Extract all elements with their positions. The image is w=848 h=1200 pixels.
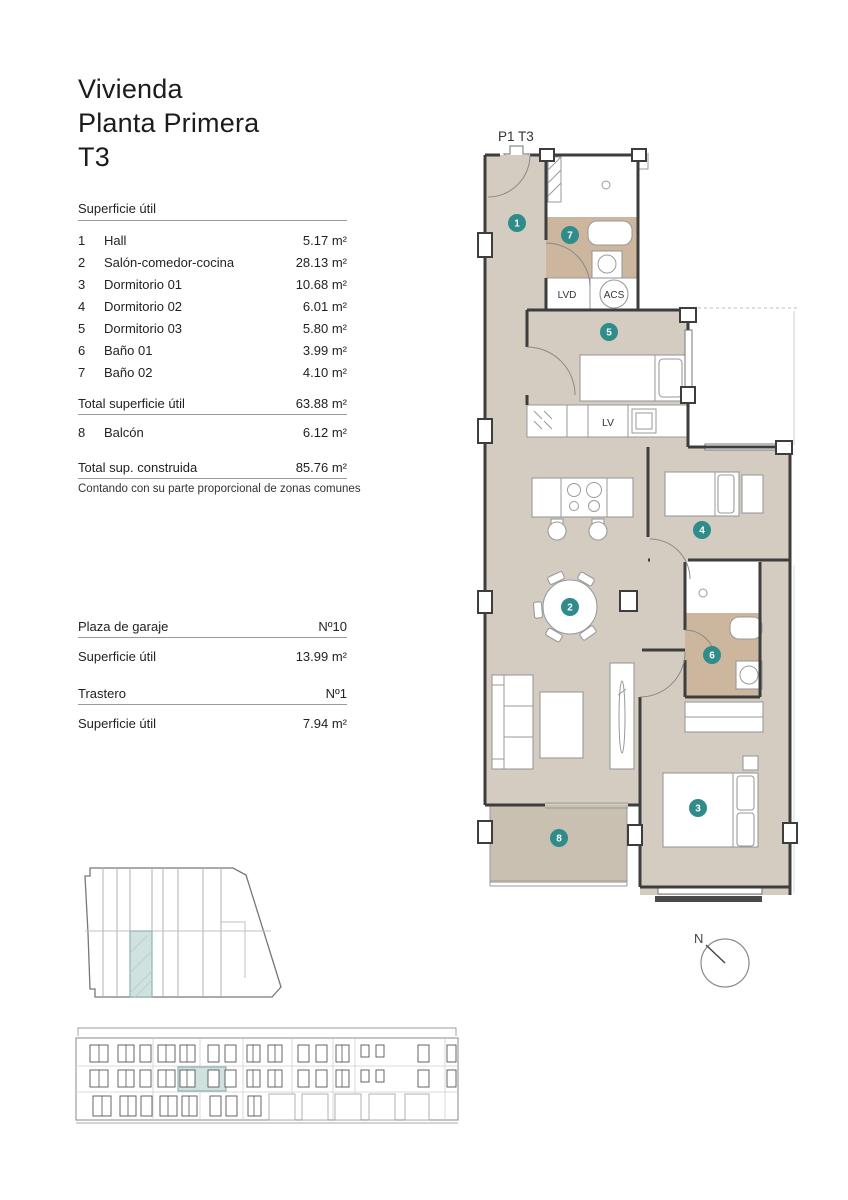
north-label: N [694,931,704,946]
title-line-3: T3 [78,142,110,172]
row-value: 6.01 m² [302,299,347,314]
svg-text:1: 1 [514,218,520,230]
row-num: 2 [78,255,86,270]
area-label: Superficie útil [78,716,157,731]
table-row [78,321,347,336]
svg-text:5: 5 [606,327,612,339]
acs-label: ACS [603,290,625,301]
washer-label: LVD [557,290,577,301]
title-line-2: Planta Primera [78,108,260,138]
total-label: Total superficie útil [78,396,185,411]
building-elevation [68,1022,466,1144]
site-key-plan [75,858,290,1013]
table-row [78,343,347,358]
area-value: 13.99 m² [295,649,347,664]
svg-text:2: 2 [567,602,573,614]
table-row [78,299,347,314]
coffee-table [540,692,583,758]
storage-number: Nº1 [325,686,347,701]
garage-area-row [78,649,347,664]
total-util-row [78,396,347,411]
divider [78,478,347,479]
sofa [492,675,533,769]
balcony-row [78,425,347,440]
common-zones-note: Contando con su parte proporcional de zonas comunes [78,483,361,495]
single-bed-4 [665,472,763,516]
table-row [78,365,347,380]
row-name: Salón-comedor-cocina [104,255,235,270]
row-num: 4 [78,299,86,314]
divider [78,704,347,705]
washbasin-icon [592,251,622,278]
garage-row [78,619,347,634]
row-value: 28.13 m² [295,255,347,270]
divider [78,637,347,638]
table-row [78,277,347,292]
row-num: 8 [78,425,86,440]
row-value: 6.12 m² [302,425,347,440]
row-value: 10.68 m² [295,277,347,292]
title-line-1: Vivienda [78,74,183,104]
storage-area-row [78,716,347,731]
highlighted-unit [130,931,152,997]
washbasin-icon [736,661,762,689]
floor-plan [460,125,800,907]
bathtub-icon [730,617,762,639]
garage-label: Plaza de garaje [78,619,169,634]
row-num: 5 [78,321,86,336]
row-value: 5.80 m² [302,321,347,336]
row-value: 5.17 m² [302,233,347,248]
row-value: 4.10 m² [302,365,347,380]
row-name: Balcón [104,425,144,440]
row-name: Baño 01 [104,343,153,358]
bathtub-icon [588,221,632,245]
row-num: 1 [78,233,86,248]
svg-text:4: 4 [699,525,705,537]
total-label: Total sup. construida [78,460,198,475]
wardrobe [685,702,763,732]
row-name: Dormitorio 01 [104,277,183,292]
storage-row [78,686,347,701]
divider [78,414,347,415]
site-outline [85,868,281,997]
storage-label: Trastero [78,686,126,701]
area-label: Superficie útil [78,649,157,664]
svg-text:3: 3 [695,803,701,815]
table-row [78,233,347,248]
svg-text:8: 8 [556,833,562,845]
area-value: 7.94 m² [302,716,347,731]
total-value: 85.76 m² [295,460,347,475]
north-needle [706,945,725,963]
row-name: Baño 02 [104,365,153,380]
row-name: Dormitorio 03 [104,321,183,336]
row-name: Dormitorio 02 [104,299,183,314]
divider [78,220,347,221]
ground-floor-openings [93,1094,429,1120]
page-title [78,72,259,174]
plan-header-label: P1 T3 [498,129,534,144]
single-bed-5 [580,355,686,401]
garage-number: Nº10 [318,619,347,634]
total-built-row [78,460,347,475]
row-value: 3.99 m² [302,343,347,358]
dishwasher-label: LV [601,417,615,429]
tv-unit [610,663,634,769]
total-value: 63.88 m² [295,396,347,411]
surface-table-header: Superficie útil [78,201,157,216]
svg-text:7: 7 [567,230,573,242]
north-compass [680,915,770,1005]
table-row [78,255,347,270]
row-name: Hall [104,233,127,248]
row-num: 7 [78,365,86,380]
svg-text:6: 6 [709,650,715,662]
roof-line [78,1028,456,1036]
row-num: 6 [78,343,86,358]
row-num: 3 [78,277,86,292]
